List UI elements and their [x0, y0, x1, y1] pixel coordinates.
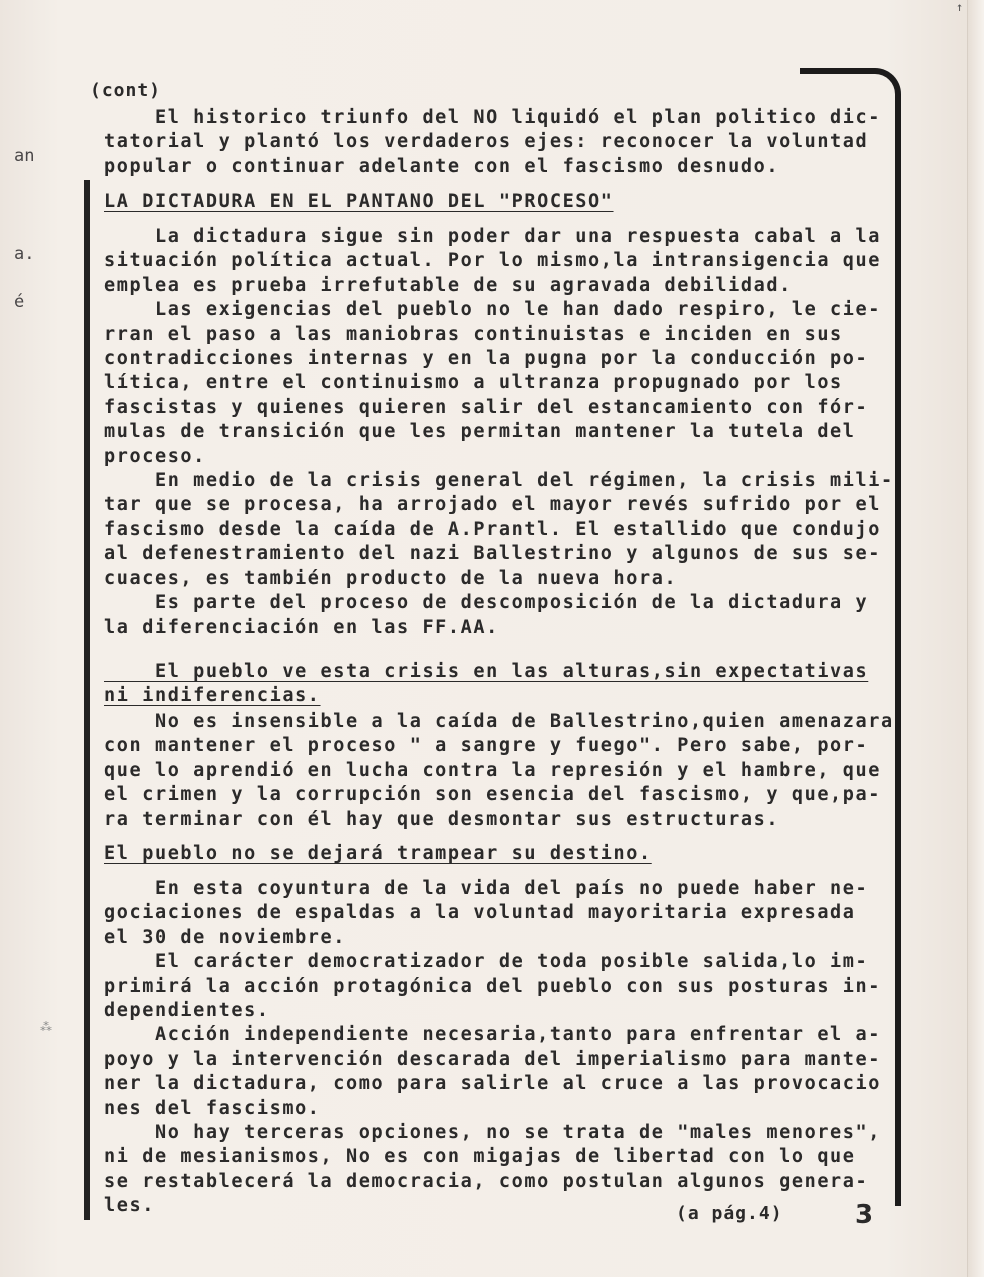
- section-heading: LA DICTADURA EN EL PANTANO DEL "PROCESO": [104, 191, 614, 212]
- continued-on-page-note: (a pág.4): [676, 1203, 783, 1224]
- continued-label: (cont): [90, 80, 162, 101]
- bleed-through-text: an: [14, 146, 35, 166]
- corner-mark: ↑: [956, 0, 964, 14]
- section-heading: El pueblo ve esta crisis en las alturas,sin expectativas ni indiferencias.: [104, 661, 869, 706]
- section-heading: El pueblo no se dejará trampear su destino.: [104, 843, 652, 864]
- frame-corner: [800, 68, 901, 104]
- bleed-through-text: é: [14, 292, 25, 312]
- page-edge: [967, 0, 984, 1277]
- section-body: En esta coyuntura de la vida del país no puede haber ne- gociaciones de espaldas a la voluntad mayoritaria expresada el 30 de noviembre. El carácter democratizador de toda posible salida,lo im- primirá la acción protagónica del pueblo con sus posturas in- dependientes. Acción independiente necesaria,tanto para enfrentar el a- poyo y la intervención descarada del imperialismo para mante- ner la dictadura, como para salirle al cruce a las provocacio nes del fascismo. No hay terceras opciones, no se trata de "males menores", ni de mesianismos, No es con migajas de libertad con lo que se restablecerá la democracia, como postulan algunos genera- les.: [104, 878, 882, 1217]
- page-number: 3: [855, 1200, 874, 1230]
- bleed-through-text: a.: [14, 244, 35, 264]
- frame-left-rule: [84, 180, 90, 1220]
- frame-right-rule: [895, 96, 901, 1206]
- section-body: La dictadura sigue sin poder dar una respuesta cabal a la situación política actual. Por lo mismo,la intransigencia que emplea es prueba irrefutable de su agravada debilidad. Las exigencias del pueblo no le han dado respiro, le cie- rran el paso a las maniobras continuistas e inciden en sus contradicciones internas y en la pugna por la conducción po- lítica, entre el continuismo a ultranza propugnado por los fascistas y quienes quieren salir del estancamiento con fór- mulas de transición que les permitan mantener la tutela del proceso. En medio de la crisis general del régimen, la crisis mili- tar que se procesa, ha arrojado el mayor revés sufrido por el fascismo desde la caída de A.Prantl. El estallido que condujo al defenestramiento del nazi Ballestrino y algunos de sus se- cuaces, es también producto de la nueva hora. Es parte del proceso de descomposición de la dictadura y la diferenciación en las FF.AA.: [104, 226, 894, 638]
- intro-paragraph: El historico triunfo del NO liquidó el plan politico dic- tatorial y plantó los verdaderos ejes: reconocer la voluntad popular o continuar adelante con el fascismo desnudo.: [104, 107, 882, 177]
- section-body: No es insensible a la caída de Ballestrino,quien amenazara con mantener el proceso " a sangre y fuego". Pero sabe, por- que lo aprendió en lucha contra la represión y el hambre, que el crimen y la corrupción son esencia del fascismo, y que,pa- ra terminar con él hay que desmontar sus estructuras.: [104, 711, 894, 830]
- scan-speck: ⁂: [40, 1020, 52, 1034]
